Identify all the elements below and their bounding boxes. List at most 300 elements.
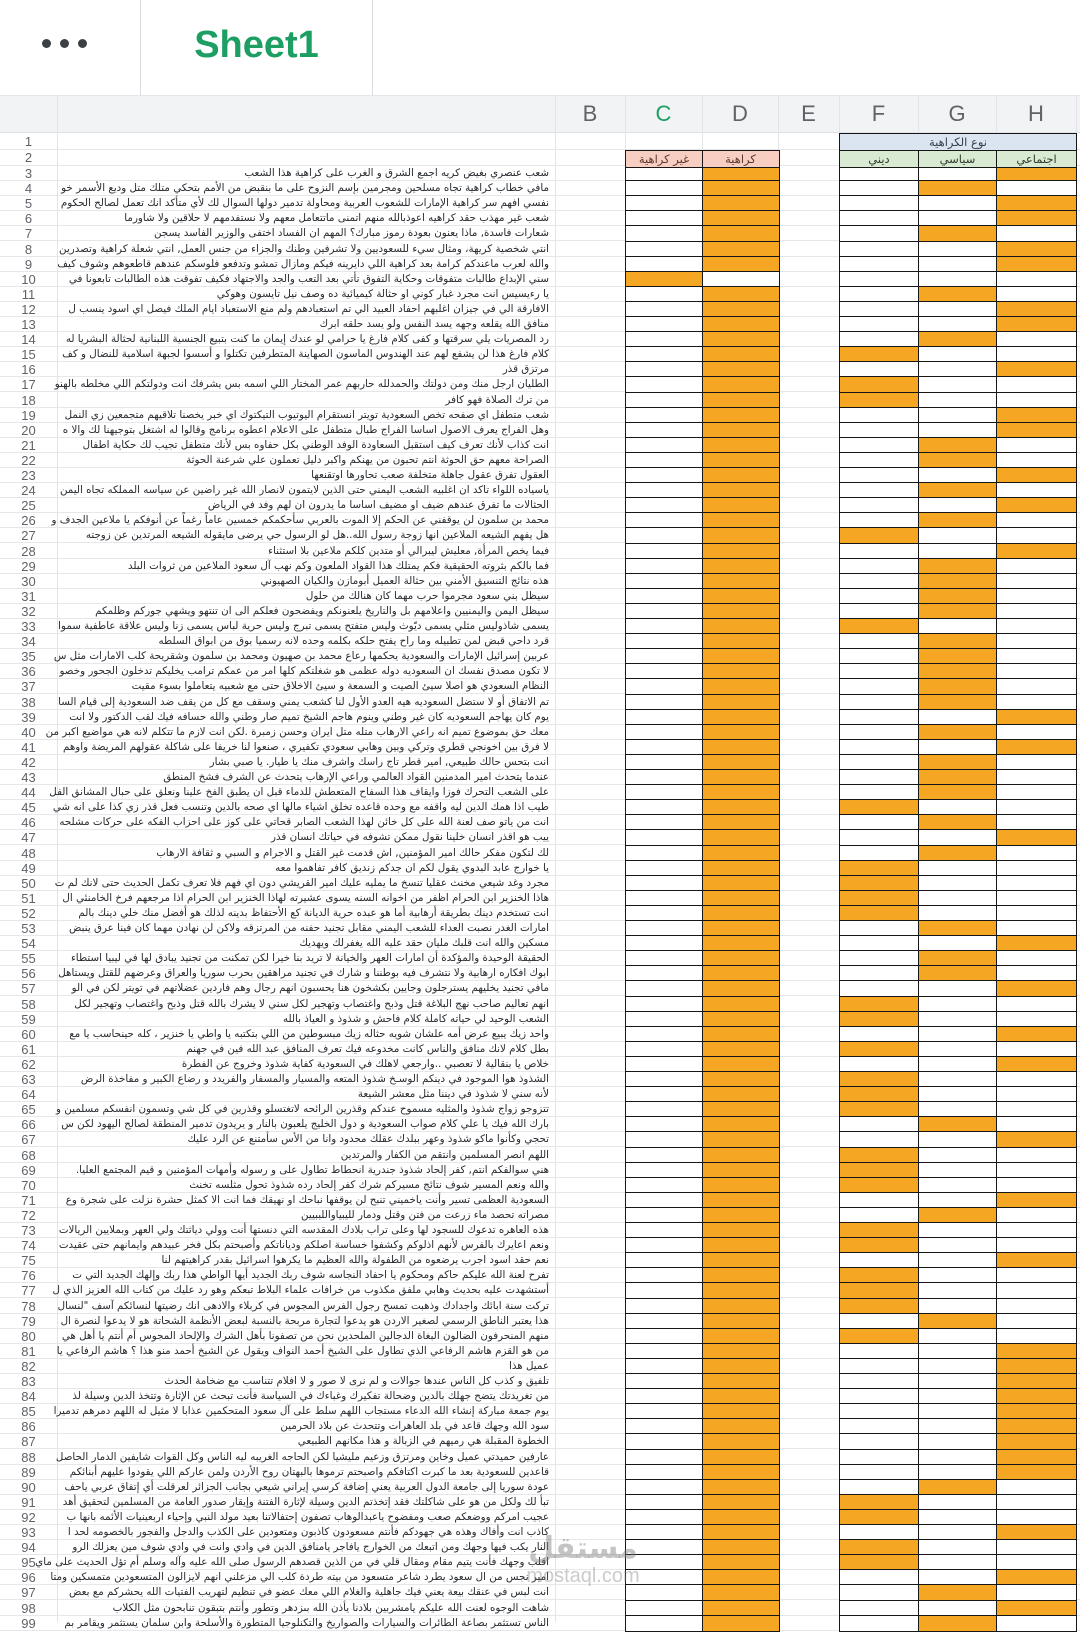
cell-text-column-a[interactable]: مافي تجنيد يخليهم يسترجلون وجايين بكشخون هنا يحسبون انهم رجال وهم فاردين عضلاتهم في تويتر لكن في الو xyxy=(71,982,549,995)
cell-text-column-a[interactable]: من هو القزم هاشم الرفاعي الذي تطاول على الشيخ أحمد النواف ويقول عن الشيخ أحمد منو هذا ؟ هاشم الرفاعي يا xyxy=(56,1344,549,1357)
cell-text-column-a[interactable]: نعم حقد اسود اجرب يرضعوه من الطفولة والله العظيم ما يكرهوا اسرائيل بقدر كراهيتهم لنا xyxy=(161,1254,549,1267)
table-row xyxy=(0,966,1080,981)
cell-text-column-a[interactable]: من تغريدتك يتضح جهلك بالدين وضحالة تفكيرك وغباءك في السياسة فأنت تبحث عن الإثارة وتتخذ الدين وسيلة لذ xyxy=(72,1390,549,1403)
cell-text-column-a[interactable]: هذه نتائج التنسيق الأمني بين حثالة العميل أبومازن والكيان الصهيوني xyxy=(260,574,549,587)
row-number[interactable]: 68 xyxy=(21,1147,36,1163)
cell-text-column-a[interactable]: الحثالات ما تفرق عندهم ضيف او مضيف اساسا ما يدرون ان لهم وفد في الرياض xyxy=(207,499,549,512)
table-row xyxy=(0,664,1080,679)
row-number[interactable]: 82 xyxy=(21,1358,36,1374)
table-row xyxy=(0,619,1080,634)
table-row xyxy=(0,1585,1080,1600)
row-number[interactable]: 52 xyxy=(21,905,36,921)
column-letter-E[interactable]: E xyxy=(801,101,816,126)
row-number[interactable]: 62 xyxy=(21,1056,36,1072)
table-row xyxy=(0,1525,1080,1540)
table-row xyxy=(0,861,1080,876)
table-row xyxy=(0,347,1080,362)
column-letter-G[interactable]: G xyxy=(948,101,966,126)
cell-text-column-a[interactable]: قاعدين للسعودية بعد ما كبرت اكتافكم واصبحتم ترموها بالبهتان روح الأردن ولمن عاركم اللي يقودوا عليهم أبنائكم xyxy=(69,1465,549,1478)
table-row xyxy=(0,634,1080,649)
table-row xyxy=(0,906,1080,921)
cell-text-column-a[interactable]: شعب عنصري بغيض كريه اجمع الشرق و الغرب على كراهية هذا الشعب xyxy=(244,167,549,179)
sheet-tab-bar xyxy=(0,0,1080,95)
cell-text-column-a[interactable]: شاهت الوجوه لعنت الله عليكم يامشربين بلادنا يأذن الله بىزدهر وتطور وأنتم بتبقون تنابحون مثل الكلاب xyxy=(112,1601,549,1614)
table-row xyxy=(0,800,1080,815)
cell-text-column-a[interactable]: تبأ لك ولكل من هو على شاكلتك فقد إتخذتم الدين وسيلة لإثارة الفتنة وإيقار صدور العامة من المسلمين لتحقيق أهد xyxy=(62,1495,549,1508)
row-number[interactable]: 73 xyxy=(21,1223,36,1238)
table-row xyxy=(0,438,1080,453)
cell-text-column-a[interactable]: هاذا الخنزير ابن الحرام اظفر من اخوانه السنه يسوى عشيرته لهاذا الخنزير ابن الحرام اذا مرجعهم فرخ الخامنئي ال xyxy=(62,891,549,904)
table-row xyxy=(0,997,1080,1012)
table-row xyxy=(0,1434,1080,1449)
header-political[interactable]: سياسي xyxy=(918,150,998,168)
table-row xyxy=(0,1419,1080,1434)
column-letter-C[interactable]: C xyxy=(655,101,672,126)
cell-text-column-a[interactable]: النظام السعودي هو اصلا سيئ الصيت و السمعة و سيئ الاخلاق حتى مع شعبيه يتعاملوا بسوء مقيت xyxy=(131,680,549,693)
cell-text-column-a[interactable]: سيظل اليمن واليمنيين واعلامهم بل والتاريخ يلعنونكم ويفضحون فعلكم الى ان تنتهو ويشهي جوركم وظلمكم xyxy=(95,604,549,617)
cell-text-column-a[interactable]: فيما يخص المرأة, معليش ليبرالي أو متدين كلكم ملاعين بلا استثناء xyxy=(268,544,549,557)
table-row xyxy=(0,1238,1080,1253)
cell-text-column-a[interactable]: الناس تستثمر بصاعة الطائرات والسيارات والصواريخ والتكنلوجيا المتطورة والأسلحة وابن سلمان يستثمر ويقامر بم xyxy=(64,1616,549,1629)
row-number[interactable]: 98 xyxy=(21,1600,36,1616)
menu-dot xyxy=(78,39,87,48)
cell-text-column-a[interactable]: عندما يتحدث امير المدمنين القواد العالمي وراعي الإرهاب يتحدث عن الشرف فشخ المنطق xyxy=(163,771,549,783)
row-number[interactable]: 27 xyxy=(21,528,36,544)
row-number[interactable]: 72 xyxy=(21,1207,36,1223)
table-row xyxy=(0,362,1080,377)
table-row xyxy=(0,1117,1080,1132)
row-number[interactable]: 81 xyxy=(21,1343,36,1359)
row-number[interactable]: 91 xyxy=(21,1494,36,1510)
cell-text-column-a[interactable]: عميل هذا xyxy=(509,1359,549,1372)
row-number[interactable]: 65 xyxy=(21,1102,36,1118)
table-row xyxy=(0,226,1080,241)
table-row xyxy=(0,1314,1080,1329)
row-number[interactable]: 34 xyxy=(21,634,36,650)
row-number[interactable]: 42 xyxy=(21,754,36,770)
row-number[interactable]: 3 xyxy=(24,166,33,181)
row-number[interactable]: 80 xyxy=(21,1328,36,1344)
cell-text-column-a[interactable]: انتي شخصية كريهة، ومثال سيء للسعوديين ولا تشرفين وطنك والجزاء من جنس العمل, انتي شعلة كراهية وتصدرين xyxy=(59,242,549,255)
table-row xyxy=(0,679,1080,694)
row-number[interactable]: 18 xyxy=(21,392,36,408)
header-hate[interactable]: كراهية xyxy=(702,150,780,168)
table-row xyxy=(0,710,1080,725)
row-number[interactable]: 24 xyxy=(21,483,36,499)
table-row xyxy=(0,1616,1080,1631)
row-number[interactable]: 51 xyxy=(21,890,36,906)
header-hate-type-group[interactable]: نوع الكراهية xyxy=(839,133,1077,152)
table-row xyxy=(0,1570,1080,1585)
row-number[interactable]: 17 xyxy=(21,377,36,393)
row-number[interactable]: 48 xyxy=(21,845,36,861)
cell-text-column-a[interactable]: هذه العاهره تدعوك للسجود لها وعلى تراب بلادك المقدسه التي دنستها أنت وولي دياثتك ولي العهر وبملايين الريالات xyxy=(58,1224,549,1236)
table-row xyxy=(0,1510,1080,1525)
row-number[interactable]: 96 xyxy=(21,1570,36,1586)
table-row xyxy=(0,559,1080,574)
table-row xyxy=(0,604,1080,619)
overflow-menu-icon[interactable] xyxy=(42,39,87,48)
cell-text-column-a[interactable]: عودة سوريا إلى جامعة الدول العربية يعني إضافة كرسي إيراني شيعي بجانب الجزائر لعرقلت أي إتفاق عربي ياحف xyxy=(64,1480,549,1493)
table-row xyxy=(0,498,1080,513)
row-number[interactable]: 66 xyxy=(21,1117,36,1133)
table-row xyxy=(0,1253,1080,1268)
cell-c-row-99[interactable] xyxy=(625,1615,703,1632)
cell-text-column-a[interactable]: ييب هو اقذر انسان خلينا نقول ممكن تشوفه في حياتك انسان قذر xyxy=(271,831,549,844)
watermark-domain: mostaql.com xyxy=(526,1565,640,1587)
cell-text-column-a[interactable]: انهم تعاليم صاحب نهج البلاغة قتل وذبح واغتصاب وتهجير لكل سني لا يشرك بالله قتل وذبح واغتصاب وتهجير لكل xyxy=(74,997,549,1010)
cell-text-column-a[interactable]: سيظل بني سعود مجرموا حرب مهما كان هنالك من حلول xyxy=(305,589,549,602)
table-row xyxy=(0,981,1080,996)
table-row xyxy=(0,211,1080,226)
row-number[interactable]: 60 xyxy=(21,1026,36,1042)
cell-text-column-a[interactable]: واحد زيك يبيع عرض أمه علشان شويه حثاله زيك مبسوطين من اللي بتكتبه يا واطي يا خنزير ، كله حينحاسب يا مع xyxy=(69,1027,549,1040)
row-number[interactable]: 71 xyxy=(21,1192,36,1208)
row-number[interactable]: 38 xyxy=(21,694,36,710)
row-number[interactable]: 54 xyxy=(21,936,36,952)
column-letter-H[interactable]: H xyxy=(1028,101,1044,126)
row-number[interactable]: 12 xyxy=(21,301,36,317)
cell-text-column-a[interactable]: منهم المنحرفون الضالون البغاة الدجالين الملحدين نحن من تصفونا بأهل الشرك والإلحاد المجوس أم أنتم يا أهل هي xyxy=(61,1329,549,1342)
cell-text-column-a[interactable]: تحجي وكأنوا ماكو شذوذ وعهر ببلدك عقلك محدود وانا من الأس سأمتنع عن الرد عليك xyxy=(187,1133,549,1146)
cell-text-column-a[interactable]: أستشهدت عليه بحديث وهابي ملفق مكذوب من خرافات علماء البلاط تبعكم وهو رد عليك من كتاب الله العزيز الذي ل xyxy=(52,1284,549,1297)
cell-text-column-a[interactable]: من ترك الصلاة فهو كافر xyxy=(445,393,549,406)
table-row xyxy=(0,468,1080,483)
table-row xyxy=(0,1283,1080,1298)
row-number[interactable]: 92 xyxy=(21,1509,36,1525)
cell-text-column-a[interactable]: الافارقة الي في جيزان اغلبهم احفاد العبيد الي تم استعبادهم ولم منع الاستعباد ايام الملك فيصل اي اسود ينسب ل xyxy=(68,302,549,315)
table-row xyxy=(0,196,1080,211)
cell-h-row-99[interactable] xyxy=(996,1615,1077,1632)
cell-text-column-a[interactable]: مجرد وغد شيعي مخنث عقليا تنسخ ما يمليه عليك امير القريشي دون اي فهم فلا تعرف تكمل الحديث حتى لانك لم ت xyxy=(54,876,549,889)
cell-text-column-a[interactable]: على الشعب التحرك فوزا وايقاف هذا السفاح المتعطش للدماء قبل ان يطبق الفخ علينا ونعلق على حبال المشانق الفل xyxy=(49,786,549,799)
cell-text-column-a[interactable]: قرد داحي قبض لمن تطبيله وما راح يفتح حلكه بكلمه وحده لانه رسميا بوق من ابواق السلطه xyxy=(158,635,549,648)
cell-text-column-a[interactable]: ياسياده اللواء تاكد ان اغلبيه الشعب اليمني حتى الذين لايتمون لانصار الله غير راضين عن سياسه المملكه تجاه اليمن xyxy=(59,484,549,497)
cell-text-column-a[interactable]: عجيب امركم ووضعكم صعب ومفضوح ياعبدالوهاب تصفون إحتفالاتنا بعيد مولد النبي وإحياء اربعينيات الأئمه بانها ب xyxy=(66,1510,549,1523)
table-row xyxy=(0,846,1080,861)
cell-text-column-a[interactable]: الخطوة المقبلة هي رميهم في الزبالة و هذا مكانهم الطبيعي xyxy=(297,1435,549,1448)
cell-text-column-a[interactable]: النار يكب فيها وجهك ومن اتبعك من الخوارج يافاجر يامنافق الدين في وادي وانت في وادي شوف مين يعزلك الرو xyxy=(72,1541,549,1554)
row-number[interactable]: 97 xyxy=(21,1585,36,1601)
row-number[interactable]: 7 xyxy=(24,226,33,242)
cell-text-column-a[interactable]: هني سوالفكم انتم, كفر إلحاد شذوذ جندرية انحطاط تطاول على و رسوله وأمهات المؤمنين و قيم المجتمع العليا. xyxy=(75,1163,549,1176)
cell-text-column-a[interactable]: وهل الفراج يعرف الاصول اساسا الفراج طبال متطفل على الاعلام اعطوه برنامج وقالوا له اشتغل بتوجيهنا لك والا ه xyxy=(62,423,549,436)
cell-text-column-a[interactable]: انت من ياتو صف لعنة الله على كل خائن لهذا الشعب الصابر قحاتي على كوز على احزاب الفكه على حركات مشلحه xyxy=(59,816,549,829)
cell-text-column-a[interactable]: مرتزق قذر xyxy=(502,363,549,376)
row-number[interactable]: 64 xyxy=(21,1087,36,1103)
row-number[interactable]: 55 xyxy=(21,951,36,967)
cell-text-column-a[interactable]: تفرح لعنة الله عليكم حاكم ومحكوم يا احفاد النجاسه شوف ربك الجديد أيها الواطي هذا ربك وإلهك الجديد التي ت xyxy=(72,1269,549,1282)
cell-text-column-a[interactable]: سود الله وجهك قاعد في بلد العاهرات وتتحدث عن بلاد الحرمين xyxy=(280,1420,549,1433)
cell-text-column-a[interactable]: كاذب انت وأفاك وهذه هي جهودكم فأنتم مسعودون كاذبون ومتعودين على الكذب والدجل والفجور بالخصومه لحد ا xyxy=(67,1526,549,1538)
table-row xyxy=(0,544,1080,559)
cell-text-column-a[interactable]: اللهم انصر المسلمين وانتقم من الكفار والمرتدين xyxy=(340,1148,549,1161)
row-number[interactable]: 50 xyxy=(21,875,36,891)
cell-text-column-a[interactable]: انت تستخدم دينك بطريقة أرهابية أما هو عبده حرية الديانة كع الأحتفاظ بدينه لذلك هو أفضل منك خلي دينك بالم xyxy=(78,906,549,919)
cell-text-column-a[interactable]: رد المصريات يلي سرقتها و كفى كلام فارغ يا حرامي لو عندك إيمان ما كنت بتبيع الجنسية اللبنانية لحثالة البشريا له xyxy=(65,333,549,346)
cell-text-column-a[interactable]: معك حق بموضوع تميم انه راعي الارهاب متله متل ايران وحسن زمبرة .لكن انت لازم ما تتكلم لانه هي مواضيع اكبر من xyxy=(45,725,549,738)
cell-text-column-a[interactable]: سني الإبداع طالبات متفوقات وحكاية التفوق تأتي بعد التعب والجد والاجتهاد فكيف تفوقت هذه الطالبات تابعونا في xyxy=(68,272,549,285)
row-number[interactable]: 87 xyxy=(21,1434,36,1450)
row-number[interactable]: 99 xyxy=(21,1615,36,1631)
row-number[interactable]: 39 xyxy=(21,709,36,725)
row-number[interactable]: 46 xyxy=(21,815,36,831)
row-number[interactable]: 78 xyxy=(21,1298,36,1314)
row-number[interactable]: 20 xyxy=(21,422,36,438)
table-row xyxy=(0,1450,1080,1465)
cell-text-column-a[interactable]: امير نجس من ال سعود يطرد شاعر متسعود من بيته طردة كلب الي مزعلني انهم لايزالون المتسعودين متمسكين ومتا xyxy=(50,1571,549,1584)
cell-text-column-a[interactable]: تلفيق و كذب كل الناس عندها جوالات و لم نرى لا صور و لا افلام تتناسب مع ضخامة الحدث xyxy=(164,1375,549,1387)
column-letter-D[interactable]: D xyxy=(732,101,748,126)
row-number[interactable]: 90 xyxy=(21,1479,36,1495)
row-number[interactable]: 36 xyxy=(21,664,36,680)
table-row xyxy=(0,483,1080,498)
row-number[interactable]: 47 xyxy=(21,830,36,846)
cell-text-column-a[interactable]: شعب غير مهذب حقد كراهيه اعوذبالله منهم اتمنى ماتتعامل معهم ولا نستفدمهم لا حلاقين ولا شاورما xyxy=(124,212,549,225)
cell-text-column-a[interactable]: بطل كلام لانك منافق والناس كانت مخدوعه فيك تعرف المنافق عبد الله فين في جهنم xyxy=(186,1042,549,1055)
row-number[interactable]: 86 xyxy=(21,1419,36,1435)
row-number[interactable]: 21 xyxy=(21,437,36,453)
cell-f-row-99[interactable] xyxy=(839,1615,919,1632)
row-number[interactable]: 43 xyxy=(21,770,36,785)
cell-text-column-a[interactable]: مسكين والله انت قلبك مليان حقد عليه الله يغفرلك ويهديك xyxy=(299,937,549,950)
table-row xyxy=(0,1223,1080,1238)
table-row xyxy=(0,513,1080,528)
table-row xyxy=(0,1404,1080,1419)
row-number[interactable]: 79 xyxy=(21,1313,36,1329)
cell-text-column-a[interactable]: السعودية العظمى تسير وأنت ياخميني تنبح لن يوقفها نباحك او نهيقك فما انت الا كمثل حشرة نزلت على شجرة وع xyxy=(65,1193,549,1206)
cell-text-column-a[interactable]: يوم جمعة مباركة إنشاء الله الدعاء مستجاب اللهم سلط على آل سعود المتحكمين عذابا لا مثيل له اللهم دمرهم تدميرا xyxy=(53,1405,549,1418)
table-row xyxy=(0,1087,1080,1102)
row-number[interactable]: 84 xyxy=(21,1389,36,1405)
row-number[interactable]: 77 xyxy=(21,1283,36,1299)
row-number[interactable]: 13 xyxy=(21,317,36,332)
cell-text-column-a[interactable]: ابوك افكاره ارهابية ولا نتشرف فيه بوطننا و شارك في تجنيد مراهقين بحرب سوريا والعراق وعرضهم للقتل ويستاهل xyxy=(58,967,549,980)
row-number[interactable]: 28 xyxy=(21,543,36,559)
table-row xyxy=(0,1540,1080,1555)
table-row xyxy=(0,257,1080,272)
cell-text-column-a[interactable]: خلاص يا بنقالية لا تعصبي ..وارجعي لاهلك في السعودية كفاية شذوذ وخروج عن الفطرة xyxy=(181,1057,549,1070)
row-number[interactable]: 93 xyxy=(21,1525,36,1540)
table-row xyxy=(0,242,1080,257)
row-number[interactable]: 49 xyxy=(21,860,36,876)
cell-text-column-a[interactable]: منافق الله يقلعه وجهه يسد النفس ولو يسد حلقه ابرك xyxy=(319,318,549,330)
row-number[interactable]: 16 xyxy=(21,362,36,378)
cell-text-column-a[interactable]: اقلب وجهك فأنت يتيم مقام ومقال قلي في من الذين قصدهم الرسول صلى الله عليه وآله وسلم أم تؤل الحديث على ماي xyxy=(35,1556,549,1569)
cell-text-column-a[interactable]: انت بتحس حالك طبيعي, امير قطر تاج راسك واشرف منك يا طيار. يا صبي بشار xyxy=(209,755,549,768)
row-number[interactable]: 2 xyxy=(24,150,33,165)
table-row xyxy=(0,317,1080,332)
cell-text-column-a[interactable]: الشعب الوحيد لي حياته كاملة كلام فاحش و شذوذ و العياذ بالله xyxy=(282,1012,549,1025)
cell-text-column-a[interactable]: ونعم اعايرك بالفرس لأنهم اذلوكم وكشفوا خساسة اصلكم ودياناتكم وأصبحتم بكل فخر عبيدهم وايمانهم حتى عقيدت xyxy=(58,1239,549,1252)
cell-text-column-a[interactable]: شعارات فاسدة, ماذا يعنون بعودة رموز مبارك؟ المهم ان الفساد اختفى والوزير الفاسد يسجن xyxy=(153,227,549,240)
table-row xyxy=(0,725,1080,740)
row-number[interactable]: 22 xyxy=(21,452,36,468)
row-number[interactable]: 33 xyxy=(21,619,36,634)
table-row xyxy=(0,951,1080,966)
cell-text-column-a[interactable]: مصراته تحصد ماء زرعت من فتن وقتل ودمار لليبياواللببيين xyxy=(301,1208,549,1221)
row-number[interactable]: 15 xyxy=(21,347,36,363)
table-row xyxy=(0,1389,1080,1404)
cell-g-row-99[interactable] xyxy=(918,1615,998,1632)
row-number[interactable]: 10 xyxy=(21,271,36,287)
cell-text-column-a[interactable]: لك لتكون مفكر حالك امير المؤمنين, اش قدمت غير القتل و الاجرام و السبي و ثقافة الارهاب xyxy=(156,846,549,859)
column-letter-B[interactable]: B xyxy=(582,101,598,126)
row-number[interactable]: 40 xyxy=(21,724,36,740)
table-row xyxy=(0,770,1080,785)
cell-text-column-a[interactable]: طيب اذا همك الدين ليه واقفه مع وحده قاعده تخلق اشياء مالها اي صحه بالدين وتنسب فعل قذر زي كذا على انه شي xyxy=(52,801,549,814)
active-sheet-tab[interactable]: Sheet1 xyxy=(194,24,319,66)
table-row xyxy=(0,453,1080,468)
row-number[interactable]: 31 xyxy=(21,588,36,604)
table-row xyxy=(0,1012,1080,1027)
table-row xyxy=(0,815,1080,830)
row-number[interactable]: 53 xyxy=(21,921,36,936)
cell-d-row-99[interactable] xyxy=(702,1615,780,1632)
table-row xyxy=(0,1163,1080,1178)
cell-text-column-a[interactable]: مافي خطاب كراهية تجاه مسلحين ومجرمين بإسم النزوح على ما بنقبض من الأمم بتحكي متلك متل وديع الأسمر خو xyxy=(61,182,549,195)
table-row xyxy=(0,528,1080,543)
header-social[interactable]: اجتماعي xyxy=(996,150,1077,168)
row-number[interactable]: 63 xyxy=(21,1072,36,1087)
table-row xyxy=(0,1132,1080,1147)
cell-text-column-a[interactable]: العقول تفرق عقول جاهلة متخلفة صعب تحاورها اوتقنعها xyxy=(311,469,549,481)
cell-text-column-a[interactable]: والله ونعم المسير شوف نتائج مسيركم شرك كفر إلحاد رده شذوذ تحول مثلسه تخنث xyxy=(189,1178,549,1191)
cell-text-column-a[interactable]: محمد بن سلمون لن يوقفني عن الحكم إلا الموت بالعربي سأحكمكم خمسين عاماً رغماً عن أنوفكم يا ملاعين الجدف و xyxy=(51,514,549,527)
row-number[interactable]: 83 xyxy=(21,1374,36,1389)
row-number[interactable]: 45 xyxy=(21,800,36,816)
row-number[interactable]: 5 xyxy=(24,196,33,212)
row-number[interactable]: 6 xyxy=(24,211,33,227)
cell-text-column-a[interactable]: عارفين حميدتي عميل وخاين ومرتزق وزعيم مليشيا لكن الحاجه الغريبه ليه الناس وكل القوات شايفين الدمار الحاصل xyxy=(55,1450,549,1463)
row-number[interactable]: 57 xyxy=(21,981,36,997)
cell-text-column-a[interactable]: الحقيقة الوحيدة والمؤكدة أن امارات العهر والخيانة لا تريد بنا خيرا لكن تمكنت من تجنيد يبادق لها في ليبيا استطاء xyxy=(70,952,549,965)
table-row xyxy=(0,1374,1080,1389)
cell-text-column-a[interactable]: لأنه سني لا شذوذ في ديننا مثل معشر الشيعة xyxy=(357,1088,549,1101)
row-number[interactable]: 85 xyxy=(21,1404,36,1420)
row-number[interactable]: 1 xyxy=(24,134,33,149)
table-row xyxy=(0,1072,1080,1087)
row-number[interactable]: 44 xyxy=(21,785,36,801)
row-number[interactable]: 9 xyxy=(24,256,33,272)
table-row xyxy=(0,1480,1080,1495)
table-row xyxy=(0,876,1080,891)
row-number[interactable]: 89 xyxy=(21,1464,36,1480)
cell-text-column-a[interactable]: شعب متطفل اي صفحه تخص السعودية تويتر انستقرام اليوتيوب التيكتوك اي خبر يخصنا تلاقيهم متجمعين زي النمل xyxy=(64,408,549,421)
table-row xyxy=(0,1178,1080,1193)
cell-text-column-a[interactable]: يا خوارج عابد البدوي يقول لكم ان جدكم زنديق كافر تفاهموا معه xyxy=(275,861,549,874)
cell-text-column-a[interactable]: تم الاتفاق أو لا ستضل السعوديه هيه العدو الأول لنا كشعب يمني وسقف مع كل من يقف ضد السعودية إلى قيام السا xyxy=(58,695,549,708)
cell-text-column-a[interactable]: الشذوذ هوا الموجود في دينكم الوسـخ شذوذ المتعه والمسيار والمسفار والفريدد و رضاع الكبير و مفاخذة الرض xyxy=(80,1073,549,1085)
table-row xyxy=(0,936,1080,951)
row-number[interactable]: 58 xyxy=(21,996,36,1012)
row-number[interactable]: 25 xyxy=(21,498,36,514)
row-number[interactable]: 26 xyxy=(21,513,36,529)
header-religious[interactable]: ديني xyxy=(839,150,919,168)
row-number[interactable]: 56 xyxy=(21,966,36,982)
table-row xyxy=(0,1268,1080,1283)
table-row xyxy=(0,1208,1080,1223)
table-row xyxy=(0,755,1080,770)
table-row xyxy=(0,1057,1080,1072)
row-number[interactable]: 23 xyxy=(21,468,36,483)
table-row xyxy=(0,1465,1080,1480)
row-number[interactable]: 75 xyxy=(21,1253,36,1269)
row-number[interactable]: 4 xyxy=(24,181,33,197)
row-number[interactable]: 41 xyxy=(21,739,36,755)
cell-text-column-a[interactable]: انت كذاب لأنك تعرف كيف استقبل السعاودة الوفد الوطني بكل حفاوه بس لأنك متطفل تجيب لك حكاية اطفال xyxy=(82,438,549,451)
row-number[interactable]: 29 xyxy=(21,558,36,574)
cell-text-column-a[interactable]: الطليان ارجل منك ومن دولتك والحمدلله حاربهم عمر المختار اللي اسمه بس يشرفك انت ودولتكم اللي مخلطه بالهنو xyxy=(54,378,549,391)
cell-text-column-a[interactable]: انت لبس في عنقك بيعة يعني فيك جاهلية والغلام اللي معك عضو في تنظيم لتهريب الفتيات الله يحشركم مع بعض xyxy=(69,1586,549,1599)
table-row xyxy=(0,181,1080,196)
cell-text-column-a[interactable]: يسمى شاذوليس مثلي يسمى ديّوث وليس متفتح يسمى تبرج وليس حرية لباس يسمى زنا وليس علاقة عاطفية سموا xyxy=(58,620,549,632)
cell-text-column-a[interactable]: تركت سنة ابائك واجدادك وذهبت تمسح رجول الفرس المجوس في كربلاء والادهى انك رضيتها لنسائكم آسف "لنسال xyxy=(57,1299,549,1312)
header-non-hate[interactable]: غير كراهية xyxy=(625,150,703,168)
row-number[interactable]: 76 xyxy=(21,1268,36,1284)
row-number[interactable]: 74 xyxy=(21,1238,36,1254)
row-number[interactable]: 88 xyxy=(21,1449,36,1465)
cell-text-column-a[interactable]: لا تكون مصدق نفسك ان السعوديه دوله عظمى هو شغلتكم كلها امر من عمكم ترامب يخليكم تدخلون الجحور وخصو xyxy=(59,665,549,678)
cell-text-column-a[interactable]: تتزوجو زواج شذوذ والمثليه مسموح عندكم وقذرين الرائحه لاتغتسلو وقذرين في كل شي وتسمون انفسكم مسلمين و xyxy=(56,1103,549,1116)
row-number[interactable]: 19 xyxy=(21,407,36,423)
row-number[interactable]: 67 xyxy=(21,1132,36,1148)
row-number[interactable]: 35 xyxy=(21,649,36,665)
row-number[interactable]: 37 xyxy=(21,679,36,695)
row-number[interactable]: 94 xyxy=(21,1540,36,1556)
table-row xyxy=(0,1193,1080,1208)
cell-text-column-a[interactable]: الصراحة معهم حق الحوثة انتم تحبون من يهنكم واكبر دليل تعملون علي شرعنة الحوثة xyxy=(186,453,549,466)
table-row xyxy=(0,1329,1080,1344)
menu-dot xyxy=(60,39,69,48)
row-number[interactable]: 11 xyxy=(21,286,36,302)
column-letter-F[interactable]: F xyxy=(871,101,886,126)
table-row xyxy=(0,1042,1080,1057)
row-number[interactable]: 30 xyxy=(21,573,36,589)
row-number[interactable]: 59 xyxy=(21,1011,36,1027)
cell-text-column-a[interactable]: نفسي افهم سر كراهية الإمارات للشعوب العربية ومحاولة تدمير دولها السوال لك لأي متأكد انك تعمل لصالح الحكوم xyxy=(60,197,549,210)
cell-text-column-a[interactable]: كلام فارغ هذا لن يشفع لهم عند الهندوس الماسون الصهاينة المتطرفين تكتلوا و أسسوا لجبهة اسلامية للنضال و كف xyxy=(62,348,549,361)
table-row xyxy=(0,1299,1080,1314)
cell-text-column-a[interactable]: امارات الغدر نصبت العداء للشعب اليمني مقابل تجنيد حفنه من المرتزقه ولاكن لن نهادن مهما كان فينا عرق ينبض xyxy=(69,922,549,934)
table-row xyxy=(0,649,1080,664)
row-number[interactable]: 61 xyxy=(21,1041,36,1057)
tab-separator xyxy=(372,0,373,95)
table-row xyxy=(0,1555,1080,1570)
row-number[interactable]: 8 xyxy=(24,241,33,257)
cell-text-column-a[interactable]: بارك الله فيك يا علي كلام صواب السعودية و دول الخليج يلعبون بالنار و يريدون تدمير المنطقة لصالح اليهود لكن س xyxy=(61,1118,549,1131)
row-number[interactable]: 14 xyxy=(21,332,36,348)
row-number[interactable]: 32 xyxy=(21,603,36,619)
table-row xyxy=(0,302,1080,317)
cell-text-column-a[interactable]: عربين إسرائيل الإمارات والسعودية يحكمها رعاع محمد بن صهيون ومحمد بن سلمون وشقريحة كلب الامارات مثل س xyxy=(53,650,549,663)
menu-dot xyxy=(42,39,51,48)
cell-text-column-a[interactable]: لا فرق بين اخونجي قطري وتركي وبين وهابي سعودي تكفيري ، صنعوا لنا خريفا على شاكلة عقولهم المريضة واوهم xyxy=(62,740,549,753)
cell-text-column-a[interactable]: هل يفهم الشيعه الملاعين انها زوجة رسول الله..هل لو الرسول حي يرضى مايقوله الشيعه المرتدين عن زوجته xyxy=(85,529,549,542)
row-number[interactable]: 95 xyxy=(21,1555,36,1571)
cell-text-column-a[interactable]: والله لعرب ماعندكم كرامة بعد كراهية اللي دايرينه فيكم ومازال تمشو وتدفعو فلوسكم عندهم قاطعوهم وشوف كيف xyxy=(57,257,549,270)
cell-text-column-a[interactable]: هذا يعتبر الناطق الرسمي لصغير الاردن هو يدعوا لتجارة مربحة بالنسبة لبعض الأنظمة الشحاتة هو لا يدعوا لنصرة ال xyxy=(60,1314,549,1327)
table-row xyxy=(0,695,1080,710)
row-number[interactable]: 70 xyxy=(21,1177,36,1193)
row-number[interactable]: 69 xyxy=(21,1162,36,1178)
table-row xyxy=(0,1102,1080,1117)
cell-text-column-a[interactable]: يا رءيسيس انت مجرد غبار كوني او حثالة كيميائية ده وصف نيل تايسون وهوكي xyxy=(216,287,549,300)
table-row xyxy=(0,830,1080,845)
cell-text-column-a[interactable]: فما بالكم بثروته الحقيقية فكم يمتلك هذا القواد الملعون وكم نهب آل سعود الملاعين من ثروات البلد xyxy=(127,559,549,572)
cell-text-column-a[interactable]: يوم كان يهاجم السعوديه كان غير وطني وينوم هاجم الشيخ تميم صار وطني والله حسافه فيك لقب الدكتور ولا انت xyxy=(69,710,549,723)
table-row xyxy=(0,332,1080,347)
